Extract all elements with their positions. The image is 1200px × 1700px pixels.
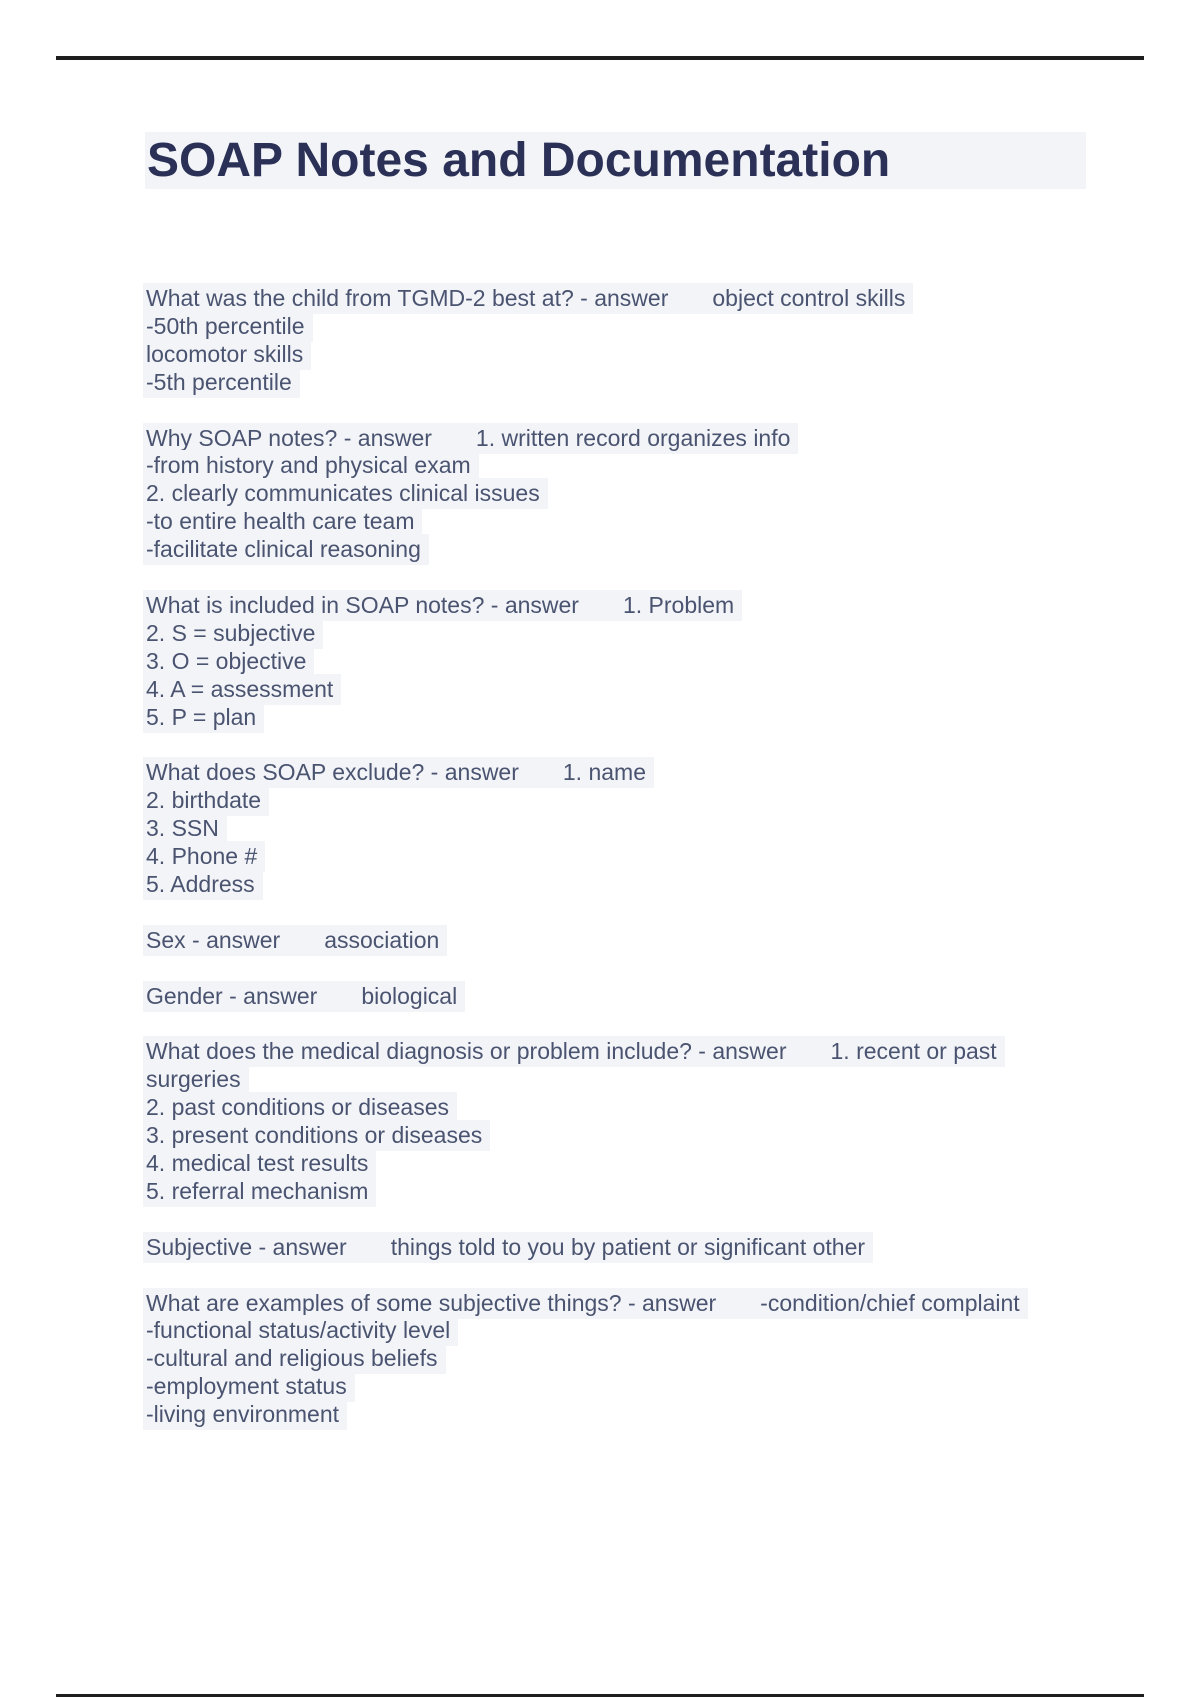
qa-block	[146, 425, 1146, 565]
line-highlight	[143, 1232, 873, 1263]
answer-line-text: locomotor skills	[143, 339, 311, 370]
answer-text: object control skills	[712, 285, 906, 311]
question-text: What does SOAP exclude? - answer	[146, 759, 519, 786]
qa-block	[146, 1234, 1146, 1262]
question-text: What are examples of some subjective things? - answer	[146, 1289, 717, 1316]
answer-line-text: 5. Address	[143, 869, 263, 900]
page-title: SOAP Notes and Documentation	[147, 134, 891, 187]
qa-line	[146, 759, 1146, 787]
answer-line-text: 5. referral mechanism	[143, 1176, 376, 1207]
qa-line	[146, 1094, 1146, 1122]
qa-line	[146, 620, 1146, 648]
line-highlight	[143, 590, 742, 621]
qa-block	[146, 759, 1146, 899]
qa-line	[146, 648, 1146, 676]
answer-line-text: 2. past conditions or diseases	[143, 1092, 457, 1123]
answer-line-text: -5th percentile	[143, 367, 300, 398]
answer-line-text: 2. birthdate	[143, 785, 269, 816]
line-highlight	[143, 925, 447, 956]
answer-line-text: -facilitate clinical reasoning	[143, 534, 429, 565]
qa-line	[146, 1290, 1146, 1318]
qa-content	[146, 285, 1146, 1457]
qa-line	[146, 1345, 1146, 1373]
answer-line-text: -functional status/activity level	[143, 1315, 458, 1346]
answer-line-text: -employment status	[143, 1371, 355, 1402]
line-highlight	[143, 423, 798, 454]
qa-block	[146, 1290, 1146, 1430]
answer-line-text: surgeries	[143, 1064, 249, 1095]
qa-line	[146, 676, 1146, 704]
qa-line	[146, 983, 1146, 1011]
question-text: Subjective - answer	[146, 1233, 347, 1260]
qa-line	[146, 425, 1146, 453]
question-text: Gender - answer	[146, 982, 318, 1009]
answer-line-text: 3. present conditions or diseases	[143, 1120, 490, 1151]
qa-line	[146, 341, 1146, 369]
qa-line	[146, 536, 1146, 564]
answer-line-text: 2. S = subjective	[143, 618, 323, 649]
qa-line	[146, 1317, 1146, 1345]
qa-block	[146, 1038, 1146, 1205]
question-text: What does the medical diagnosis or problem include? - answer	[146, 1038, 787, 1065]
qa-line	[146, 313, 1146, 341]
answer-gap	[347, 1254, 391, 1255]
line-highlight	[143, 1288, 1028, 1319]
title-highlight	[145, 132, 1086, 189]
answer-gap	[317, 1003, 361, 1004]
answer-text: -condition/chief complaint	[760, 1289, 1020, 1316]
qa-line	[146, 1401, 1146, 1429]
answer-line-text: 5. P = plan	[143, 702, 264, 733]
question-text: Sex - answer	[146, 926, 281, 953]
qa-line	[146, 369, 1146, 397]
answer-line-text: -cultural and religious beliefs	[143, 1343, 446, 1374]
qa-line	[146, 480, 1146, 508]
answer-line-text: 3. SSN	[143, 813, 227, 844]
qa-line	[146, 1150, 1146, 1178]
answer-text: 1. recent or past	[830, 1038, 997, 1065]
answer-line-text: -50th percentile	[143, 311, 313, 342]
answer-text: 1. written record organizes info	[475, 424, 791, 451]
qa-line	[146, 1122, 1146, 1150]
qa-line	[146, 1066, 1146, 1094]
qa-line	[146, 508, 1146, 536]
top-rule	[56, 56, 1144, 60]
answer-line-text: -living environment	[143, 1399, 347, 1430]
answer-text: things told to you by patient or significant other	[390, 1233, 866, 1260]
answer-text: association	[324, 926, 440, 953]
qa-line	[146, 871, 1146, 899]
answer-gap	[432, 445, 476, 446]
answer-gap	[716, 1310, 760, 1311]
line-highlight	[143, 757, 654, 788]
qa-line	[146, 1038, 1146, 1066]
line-highlight	[143, 283, 913, 314]
answer-line-text: 2. clearly communicates clinical issues	[143, 478, 548, 509]
qa-line	[146, 1234, 1146, 1262]
answer-text: 1. name	[562, 759, 646, 786]
qa-block	[146, 927, 1146, 955]
qa-block	[146, 983, 1146, 1011]
answer-gap	[787, 1058, 831, 1059]
answer-line-text: 3. O = objective	[143, 646, 314, 677]
answer-line-text: -from history and physical exam	[143, 450, 479, 481]
qa-line	[146, 1178, 1146, 1206]
bottom-rule	[56, 1694, 1144, 1697]
question-text: What was the child from TGMD-2 best at? - answer	[146, 285, 669, 311]
line-highlight	[143, 981, 465, 1012]
answer-line-text: 4. Phone #	[143, 841, 265, 872]
answer-gap	[519, 779, 563, 780]
qa-line	[146, 1373, 1146, 1401]
answer-text: biological	[361, 982, 458, 1009]
answer-line-text: 4. A = assessment	[143, 674, 341, 705]
answer-line-text: -to entire health care team	[143, 506, 422, 537]
qa-line	[146, 927, 1146, 955]
qa-line	[146, 787, 1146, 815]
qa-line	[146, 452, 1146, 480]
answer-gap	[280, 947, 324, 948]
answer-gap	[579, 612, 623, 613]
qa-block	[146, 592, 1146, 732]
line-highlight	[143, 1036, 1005, 1067]
question-text: Why SOAP notes? - answer	[146, 424, 432, 451]
qa-line	[146, 815, 1146, 843]
qa-line	[146, 704, 1146, 732]
qa-line	[146, 843, 1146, 871]
answer-text: 1. Problem	[622, 591, 735, 618]
answer-line-text: 4. medical test results	[143, 1148, 376, 1179]
qa-line	[146, 592, 1146, 620]
qa-line	[146, 285, 1146, 313]
qa-block	[146, 285, 1146, 397]
question-text: What is included in SOAP notes? - answer	[146, 591, 579, 618]
answer-gap	[668, 305, 712, 306]
